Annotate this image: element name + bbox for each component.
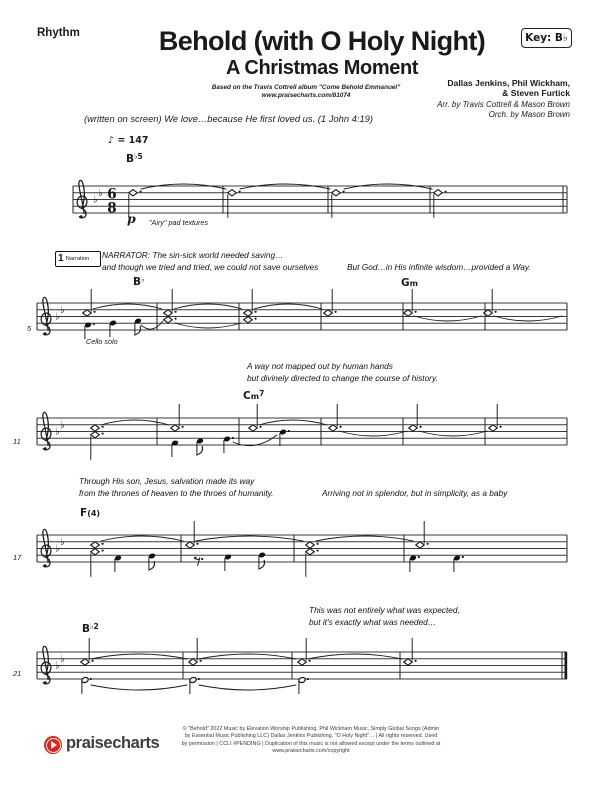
texture-label: "Airy" pad textures <box>149 218 209 227</box>
chord-symbol-f4: F(4) <box>80 507 101 519</box>
svg-text:♭: ♭ <box>60 420 65 431</box>
copyright-line: © "Behold" 2022 Music by Elevation Worship Publishing, Phil Wickham Music, Simply Global Songs (Admin <box>182 726 440 732</box>
narration-text: and though we tried and tried, we could not save ourselves <box>102 262 319 272</box>
svg-text:♭: ♭ <box>60 305 65 316</box>
svg-text:♭: ♭ <box>93 194 98 206</box>
chord-symbol-bb2: $B^{♭2}$ <box>82 621 99 635</box>
svg-text:♭: ♭ <box>55 426 60 438</box>
svg-text:♭: ♭ <box>60 537 65 548</box>
svg-text:♭: ♭ <box>98 188 103 199</box>
part-label: Rhythm <box>37 27 80 39</box>
orchestrator-line: Orch. by Mason Brown <box>488 110 570 120</box>
song-subtitle: A Christmas Moment <box>225 57 419 79</box>
tempo-marking: ♪ = 147 <box>108 135 149 146</box>
narration-text: This was not entirely what was expected, <box>309 605 460 615</box>
measure-number: 5 <box>27 324 32 333</box>
rehearsal-number: 1 <box>58 253 64 264</box>
writers-line-1: Dallas Jenkins, Phil Wickham, <box>447 78 570 88</box>
copyright-block <box>146 726 476 755</box>
credits-block <box>437 79 570 120</box>
copyright-line: by permission | CCLI #PENDING | Duplication of this music is not allowed except under the terms outlined at <box>181 740 441 747</box>
staff-system-4 <box>25 510 582 594</box>
narration-text: Arriving not in splendor, but in simplicity, as a baby <box>322 488 508 498</box>
svg-text:♭: ♭ <box>55 660 60 672</box>
measure-number: 17 <box>13 553 22 562</box>
narration-text: from the thrones of heaven to the throes of humanity. <box>79 488 274 498</box>
measure-number: 21 <box>13 669 22 678</box>
svg-text:♭: ♭ <box>55 543 60 555</box>
cello-solo-label: Cello solo <box>86 337 118 346</box>
key-badge: Key: B♭ <box>521 28 572 48</box>
staff-system-5 <box>25 630 582 714</box>
narration-text: NARRATOR: The sin-sick world needed saving… <box>102 250 284 260</box>
play-icon <box>51 741 57 749</box>
title-block <box>112 26 532 80</box>
svg-text:6: 6 <box>107 186 117 203</box>
measure-number: 11 <box>13 437 21 446</box>
praisecharts-logo-icon <box>44 736 62 754</box>
dynamic-marking: p <box>127 211 136 226</box>
arranger-line: Arr. by Travis Cottrell & Mason Brown <box>437 100 570 110</box>
narration-text: but it's exactly what was needed… <box>309 617 437 627</box>
album-credit: Based on the Travis Cottrell album "Come Behold Emmanuel" <box>211 84 401 91</box>
chord-symbol-bb: B♭ <box>133 274 145 288</box>
narration-text: Through His son, Jesus, salvation made its way <box>79 476 255 486</box>
copyright-line: by Essential Music Publishing LLC) Dallas Jenkins Publishing. "O Holy Night"… | All rights reserved. Used <box>184 733 438 740</box>
staff-system-3 <box>25 393 582 473</box>
narration-text: A way not mapped out by human hands <box>247 361 393 371</box>
brand-name: praisecharts <box>66 734 160 752</box>
writers-line-2: & Steven Furtick <box>502 87 570 98</box>
svg-text:8: 8 <box>107 200 117 217</box>
chord-symbol-bb5: $B^{♭5}$ <box>126 151 143 165</box>
song-title: Behold (with O Holy Night) <box>158 26 486 56</box>
narration-text: But God…in His infinite wisdom…provided a Way. <box>347 262 531 272</box>
narration-text: but divinely directed to change the course of history. <box>247 373 438 383</box>
chord-symbol-cm7: Cm$^7$ <box>243 388 265 402</box>
scripture-line: (written on screen) We love…because He first loved us. (1 John 4:19) <box>84 113 374 124</box>
staff-system-2 <box>25 274 582 362</box>
chord-symbol-gm: Gm <box>401 277 418 289</box>
svg-text:♭: ♭ <box>60 654 65 665</box>
rehearsal-mark <box>55 251 101 267</box>
copyright-line: www.praisecharts.com/copyright <box>272 747 350 754</box>
staff-system-1 <box>60 168 582 242</box>
svg-text:♭: ♭ <box>55 311 60 323</box>
rehearsal-label: Narration <box>65 256 90 262</box>
song-url: www.praisecharts.com/81074 <box>261 92 351 99</box>
